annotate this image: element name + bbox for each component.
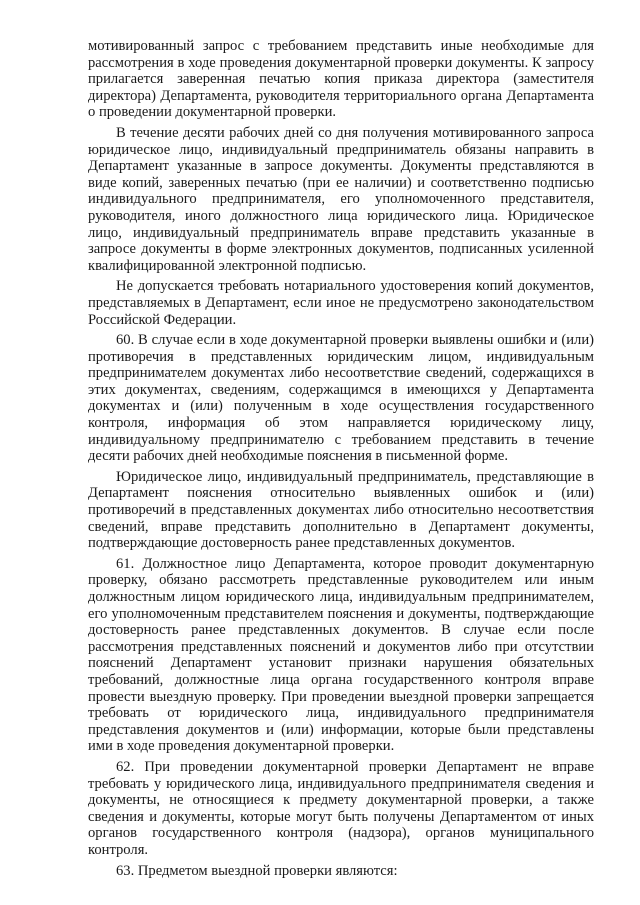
paragraph-63-subject: 63. Предметом выездной проверки являются: [116, 862, 398, 879]
paragraph-62-restrictions: 62. При проведении документарной проверки Департамент не вправе требовать у юридического лица, индивидуального предпринимателя сведения и документы, не относящиеся к предмету документарной проверки, а также сведения и документы, которые могут быть получены Департаментом от иных органов государственного контроля (надзора), органов муниципального контроля. [88, 758, 594, 858]
paragraph-ten-days-documents: В течение десяти рабочих дней со дня получения мотивированного запроса юридическое лицо, индивидуальный предприниматель обязаны направить в Департамент указанные в запросе документы. Документы представляются в виде копий, заверенных печатью (при ее наличии) и соответственно подписью индивидуального предпринимателя, его уполномоченного представителя, руководителя, иного должностного лица юридического лица. Юридическое лицо, индивидуальный предприниматель вправе представить указанные в запросе документы в форме электронных документов, подписанных усиленной квалифицированной электронной подписью. [88, 124, 594, 274]
paragraph-60-errors: 60. В случае если в ходе документарной проверки выявлены ошибки и (или) противоречия в представленных юридическим лицом, индивидуальным предпринимателем документах либо несоответствие сведений, содержащихся в этих документах, сведениям, содержащимся в имеющихся у Департамента документах и (или) полученным в ходе осуществления государственного контроля, информация об этом направляется юридическому лицу, индивидуальному предпринимателю с требованием представить в течение десяти рабочих дней необходимые пояснения в письменной форме. [88, 332, 594, 465]
paragraph-60-explanations: Юридическое лицо, индивидуальный предприниматель, представляющие в Департамент пояснения относительно выявленных ошибок и (или) противоречий в представленных документах либо относительно несоответствия сведений, вправе представить дополнительно в Департамент документы, подтверждающие достоверность ранее представленных документов. [88, 468, 594, 552]
paragraph-notary-prohibition: Не допускается требовать нотариального удостоверения копий документов, представляемых в Департамент, если иное не предусмотрено законодательством Российской Федерации. [88, 278, 594, 328]
paragraph-61-review: 61. Должностное лицо Департамента, которое проводит документарную проверку, обязано рассмотреть представленные руководителем или иным должностным лицом юридического лица, индивидуальным предпринимателем, его уполномоченным представителем пояснения и документы, подтверждающие достоверность ранее представленных документов. В случае если после рассмотрения представленных пояснений и документов либо при отсутствии пояснений Департамент установит признаки нарушения обязательных требований, должностные лица органа государственного контроля вправе провести выездную проверку. При проведении выездной проверки запрещается требовать от юридического лица, индивидуального предпринимателя представления документов и (или) информации, которые были представлены ими в ходе проведения документарной проверки. [88, 555, 594, 755]
paragraph-request-continuation: мотивированный запрос с требованием представить иные необходимые для рассмотрения в ходе проведения документарной проверки документы. К запросу прилагается заверенная печатью копия приказа директора (заместителя директора) Департамента, руководителя территориального органа Департамента о проведении документарной проверки. [88, 38, 594, 121]
